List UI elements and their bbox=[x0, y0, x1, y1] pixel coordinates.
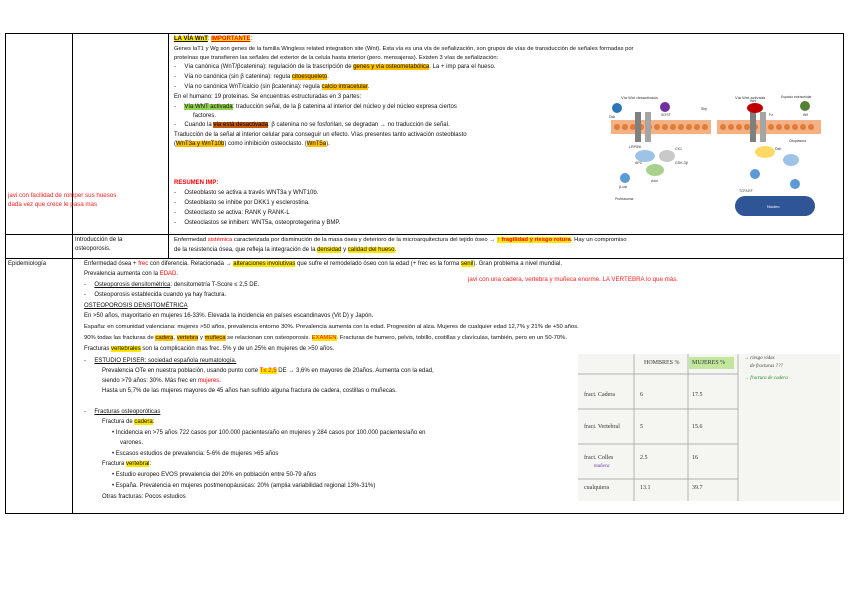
wnt-trans-2: (WnT3a y WnT10b) como inhibición osteoclasto. (WnT5a). bbox=[174, 141, 330, 147]
photo-header-hombres: HOMBRES % bbox=[644, 360, 680, 366]
photo-row-2-label: fract. Vertebral bbox=[584, 424, 620, 430]
epi-line-19: Fractura vertebral: bbox=[102, 461, 152, 467]
resumen-item-1: - Osteoblasto se activa a través WNT3a y WNT10b. bbox=[174, 190, 319, 196]
svg-text:GSK-3β: GSK-3β bbox=[675, 161, 688, 165]
wnt-bullet-3: - Vía no canónica WnT/calcio (sin βcatenina): regula calcio intracelular. bbox=[174, 84, 370, 90]
epi-line-16: • Incidencia en >75 años 722 casos por 100.000 pacientes/año en mujeres y 284 casos por 100.000 pacientes/año en bbox=[112, 430, 426, 436]
wnt-bullet-1: - Vía canónica (WnT/βcatenina): regulación de la trascripción de genes y vía osteometabólica. La + imp para el hueso. bbox=[174, 64, 496, 70]
epi-line-1: Enfermedad ósea + frec con diferencia. Relacionada → alteraciones involutivas que sufre el remodelado óseo con la edad (+ frec es la forma senil). Gran problema a nivel mundial. bbox=[84, 261, 562, 267]
svg-text:Dkk: Dkk bbox=[609, 115, 616, 119]
table-bottom-border bbox=[5, 513, 844, 514]
svg-text:Núcleo: Núcleo bbox=[767, 204, 780, 209]
photo-row-4-h: 13.1 bbox=[640, 485, 651, 491]
intro-label-line-1: Introducción de la bbox=[75, 237, 123, 243]
table-col-divider-2 bbox=[168, 33, 169, 259]
svg-text:Vía Wnt desactivada: Vía Wnt desactivada bbox=[621, 95, 658, 100]
epi-line-2: Prevalencia aumenta con la EDAD. bbox=[84, 271, 179, 277]
right-note: javi con una cadera, vertebra y muñeca enorme. LA VERTEBRA lo que más. bbox=[468, 276, 679, 283]
svg-text:SOST: SOST bbox=[661, 113, 671, 117]
svg-text:Proteasoma: Proteasoma bbox=[615, 197, 634, 201]
table-row-divider-1 bbox=[5, 234, 844, 235]
resumen-item-2: - Osteoblasto se inhibe por DKK1 y esclerostina. bbox=[174, 200, 310, 206]
svg-text:TCF/LEF: TCF/LEF bbox=[739, 189, 753, 193]
epi-line-7: España: en comunidad valenciana: mujeres >50 años, prevalencia entorno 30%. Prevalencia aumenta con la edad. Progresión al alza. Mujeres de cualquier edad 12,7% y 21% de +50 años. bbox=[84, 324, 579, 330]
epi-line-10: - ESTUDIO EPISER: sociedad española reumatología. bbox=[84, 358, 237, 364]
svg-text:Axin: Axin bbox=[651, 179, 658, 183]
epi-line-13: Hasta un 5,7% de las mujeres mayores de 45 años han sufrido alguna fractura de cadera, costillas o muñecas. bbox=[102, 388, 397, 394]
epi-line-11: Prevalencia OTe en nuestra población, usando punto corte T≤ 2,5 DE → 3,6% en mayores de 20años. Aumenta con la edad, bbox=[102, 368, 434, 374]
photo-row-1-label: fract. Cadera bbox=[584, 392, 615, 398]
wnt-active-cont: factores. bbox=[193, 113, 217, 119]
photo-row-3-h: 2.5 bbox=[640, 455, 648, 461]
epi-line-21: • España. Prevalencia en mujeres postmenopáusicas: 20% (amplia variabilidad regional 13%-31%) bbox=[112, 483, 376, 489]
epi-line-9: Fracturas vertebrales son la complicación mas frec. 5% y de un 25% en mujeres de >50 años. bbox=[84, 346, 335, 352]
table-top-border bbox=[5, 33, 844, 34]
epi-line-15: Fractura de cadera: bbox=[102, 419, 155, 425]
resumen-item-3: - Osteoclasto se activa: RANK y RANK-L bbox=[174, 210, 290, 216]
svg-text:Wif: Wif bbox=[803, 113, 808, 117]
wnt-inactive: - Cuando la vía está desactivada: β catenina no se fosforilan, se degradan → no traducción de señal. bbox=[174, 122, 450, 128]
table-left-border bbox=[5, 33, 6, 514]
photo-handwriting-1: → riesgo vidas bbox=[744, 356, 775, 361]
resumen-title: RESUMEN IMP: bbox=[174, 180, 219, 186]
epi-line-6: En >50 años, mayoritario en mujeres 16-33%. Elevada la incidencia en países escandinavos (Vit D) y Japón. bbox=[84, 313, 374, 319]
photo-header-mujeres: MUJERES % bbox=[692, 360, 726, 366]
epi-line-20: • Estudio europeo EVOS prevalencia del 20% en población entre 50-79 años bbox=[112, 472, 317, 478]
intro-line-1: Enfermedad sistémica caracterizada por disminución de la masa ósea y deterioro de la microarquitectura del tejido óseo → ↑ fragilidad y riesgo rotura. Hay un compromiso bbox=[174, 237, 627, 243]
table-col-divider-1 bbox=[72, 33, 73, 514]
epi-line-5: OSTEOPOROSIS DENSITOMÉTRICA bbox=[84, 303, 188, 309]
svg-text:Citoplasma: Citoplasma bbox=[789, 139, 806, 143]
wnt-active: - Vía WNT activada: traducción señal, de la β catenina al interior del núcleo y del núcleo expresa ciertos bbox=[174, 104, 457, 110]
table-right-border bbox=[843, 33, 844, 514]
svg-text:Sfrp: Sfrp bbox=[701, 107, 708, 111]
wnt-title: LA VÍA WnT bbox=[174, 36, 208, 42]
svg-text:Fz: Fz bbox=[769, 113, 773, 117]
epi-line-12: siendo >79 años: 30%. Más frec en mujeres. bbox=[102, 378, 221, 384]
photo-row-1-m: 17.5 bbox=[692, 392, 703, 398]
left-note-line-1: javi con facilidad de romper sus huesos bbox=[8, 192, 117, 199]
epi-line-4: - Osteoporosis establecida cuando ya hay fractura. bbox=[84, 292, 227, 298]
table-row-divider-2 bbox=[5, 258, 844, 259]
epi-line-14: - Fracturas osteoporóticas bbox=[84, 409, 161, 415]
wnt-title-line: LA VÍA WnT: IMPORTANTE: bbox=[174, 36, 253, 42]
wnt-pathway-diagram bbox=[605, 90, 825, 222]
photo-row-4-label: cualquiera bbox=[584, 485, 609, 491]
photo-row-2-m: 15.6 bbox=[692, 424, 703, 430]
svg-text:LRP5/6: LRP5/6 bbox=[629, 145, 641, 149]
photo-row-4-m: 39.7 bbox=[692, 485, 703, 491]
svg-text:β-cat: β-cat bbox=[619, 185, 628, 189]
intro-label-line-2: osteoporosis. bbox=[75, 246, 111, 252]
photo-row-1-h: 6 bbox=[640, 392, 643, 398]
epi-line-17: varones. bbox=[120, 440, 144, 446]
epi-line-8: 90% todas las fracturas de cadera, vertebra y muñeca se relacionan con osteoporosis. EXAMEN. Fracturas de humero, pelvis, tobillo, costillas y clavículas, también, pero en un 50-70%. bbox=[84, 335, 568, 341]
wnt-line-2: proteínas que transfieren las señales del exterior de la celula hasta interior (pero. mensajeras). Existen 3 vías de señalización: bbox=[174, 55, 499, 61]
wnt-important: IMPORTANTE bbox=[211, 36, 251, 42]
wnt-trans-1: Traducción de la señal al interior celular para conseguir un efecto. Vías presentes tanto activación osteoblasto bbox=[174, 132, 467, 138]
photo-colles-note: muñeca bbox=[594, 464, 610, 469]
resumen-item-4: - Osteoclastos se inhiben: WNT5a, osteoprotegerina y BMP. bbox=[174, 220, 341, 226]
epi-label: Epidemiología bbox=[8, 261, 47, 267]
photo-row-3-m: 16 bbox=[692, 455, 698, 461]
intro-line-2: de la resistencia ósea, que refleja la integración de la densidad y calidad del hueso. bbox=[174, 247, 397, 253]
photo-row-2-h: 5 bbox=[640, 424, 643, 430]
photo-handwriting-3: → fractura de cadera bbox=[744, 376, 788, 381]
svg-text:Dsh: Dsh bbox=[775, 147, 782, 151]
fracture-table-photo bbox=[578, 354, 840, 501]
epi-line-18: • Escasos estudios de prevalencia: 5-6% de mujeres >65 años bbox=[112, 451, 279, 457]
left-note-line-2: dada vez que crece le pasa mas bbox=[8, 201, 98, 208]
wnt-human-line: En el humano: 19 proteínas. Se encuentras estructuradas en 3 partes: bbox=[174, 94, 362, 100]
svg-text:Vía Wnt activada: Vía Wnt activada bbox=[735, 95, 766, 100]
svg-text:APC: APC bbox=[635, 161, 643, 165]
photo-handwriting-2: de fracturas ??? bbox=[750, 364, 784, 369]
photo-row-3-label: fract. Colles bbox=[584, 455, 614, 461]
epi-line-3: - Osteoporosis densitométrica: densitometría T-Score ≤ 2,5 DE. bbox=[84, 282, 260, 288]
wnt-bullet-2: - Vía no canónica (sin β catenina): regula citoesqueleto. bbox=[174, 74, 329, 80]
wnt-line-1: Genes laT1 y Wg son genes de la familia Wingless related integration site (Wnt). Esta vía es una vía de señalización, son grupos de vías de transducción de señales formadas por bbox=[174, 46, 634, 52]
svg-text:Espacio extracelular: Espacio extracelular bbox=[781, 95, 812, 99]
svg-text:CK1: CK1 bbox=[675, 147, 682, 151]
svg-text:Wnt: Wnt bbox=[750, 99, 757, 103]
epi-line-22: Otras fracturas: Pocos estudios bbox=[102, 494, 186, 500]
